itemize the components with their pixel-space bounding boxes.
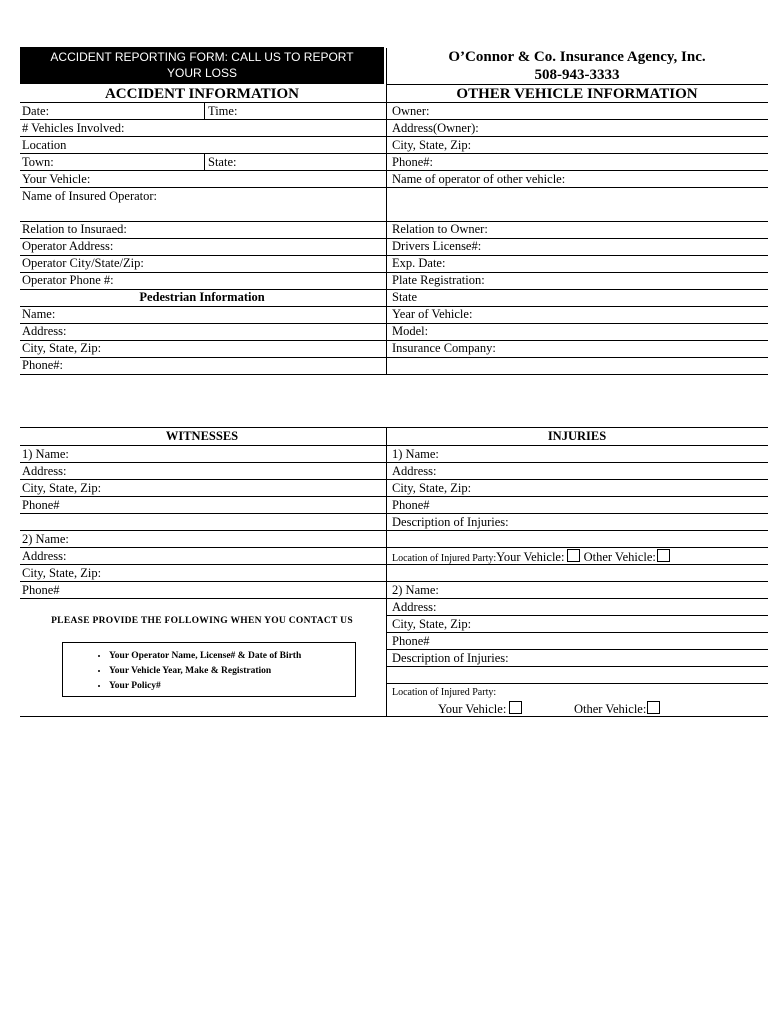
witness1-name-field[interactable]: 1) Name: (22, 447, 69, 461)
witness1-phone-field[interactable]: Phone# (22, 498, 60, 512)
other-state-field[interactable]: State (392, 290, 417, 304)
row-rule (20, 581, 386, 582)
row-rule (20, 306, 386, 307)
row-rule (386, 272, 768, 273)
banner-line-1: ACCIDENT REPORTING FORM: CALL US TO REPORT (50, 50, 354, 64)
your-vehicle-field[interactable]: Your Vehicle: (22, 172, 91, 186)
accident-date-field[interactable]: Date: (22, 104, 50, 118)
column-divider (386, 427, 387, 717)
row-rule (20, 255, 386, 256)
row-rule (386, 153, 768, 154)
drivers-license-field[interactable]: Drivers License#: (392, 239, 482, 253)
row-rule (20, 136, 386, 137)
your-vehicle-checkbox[interactable] (567, 549, 580, 562)
row-rule (20, 374, 768, 375)
checklist-item: • Your Policy# (109, 679, 355, 694)
row-rule (20, 187, 386, 188)
row-rule (20, 445, 386, 446)
row-rule (386, 683, 768, 684)
row-rule (386, 530, 768, 531)
injuries-title: INJURIES (547, 429, 607, 443)
your-vehicle-label: Your Vehicle: (438, 702, 507, 716)
row-rule (20, 272, 386, 273)
row-rule (386, 187, 768, 188)
other-vehicle-title: OTHER VEHICLE INFORMATION (456, 86, 698, 102)
operator-city-field[interactable]: Operator City/State/Zip: (22, 256, 144, 270)
relation-insured-field[interactable]: Relation to Insuraed: (22, 222, 127, 236)
row-rule (386, 462, 768, 463)
your-vehicle-label: Your Vehicle: (496, 550, 565, 564)
other-vehicle-label: Other Vehicle: (574, 702, 647, 716)
owner-city-field[interactable]: City, State, Zip: (392, 138, 472, 152)
row-rule (386, 615, 768, 616)
witness2-phone-field[interactable]: Phone# (22, 583, 60, 597)
row-rule (386, 479, 768, 480)
rule (386, 84, 768, 85)
row-rule (386, 445, 768, 446)
row-rule (20, 323, 386, 324)
injured2-your-vehicle (438, 701, 522, 716)
cell-divider (204, 153, 205, 170)
company-block (386, 48, 768, 84)
other-vehicle-checkbox[interactable] (647, 701, 660, 714)
cell-divider (204, 102, 205, 119)
town-field[interactable]: Town: (22, 155, 54, 169)
location-field[interactable]: Location (22, 138, 67, 152)
witness2-name-field[interactable]: 2) Name: (22, 532, 69, 546)
owner-field[interactable]: Owner: (392, 104, 430, 118)
injured2-name-field[interactable]: 2) Name: (392, 583, 439, 597)
injured1-city-field[interactable]: City, State, Zip: (392, 481, 472, 495)
other-vehicle-checkbox[interactable] (657, 549, 670, 562)
row-rule (20, 357, 386, 358)
witness2-address-field[interactable]: Address: (22, 549, 67, 563)
exp-date-field[interactable]: Exp. Date: (392, 256, 446, 270)
row-rule (20, 170, 386, 171)
row-rule (20, 564, 386, 565)
row-rule (20, 598, 386, 599)
row-rule (386, 119, 768, 120)
row-rule (386, 632, 768, 633)
row-rule (386, 357, 768, 358)
row-rule (386, 170, 768, 171)
row-rule (20, 427, 768, 428)
vehicles-involved-field[interactable]: # Vehicles Involved: (22, 121, 125, 135)
operator-phone-field[interactable]: Operator Phone #: (22, 273, 114, 287)
other-vehicle-label: Other Vehicle: (583, 550, 656, 564)
row-rule (20, 238, 386, 239)
pedestrian-phone-field[interactable]: Phone#: (22, 358, 63, 372)
row-rule (20, 547, 386, 548)
accident-info-title: ACCIDENT INFORMATION (104, 86, 300, 102)
witness1-address-field[interactable]: Address: (22, 464, 67, 478)
injured2-description-field[interactable]: Description of Injuries: (392, 651, 509, 665)
column-divider (386, 48, 387, 374)
injured1-name-field[interactable]: 1) Name: (392, 447, 439, 461)
contact-checklist (63, 649, 355, 694)
row-rule (20, 102, 386, 103)
pedestrian-name-field[interactable]: Name: (22, 307, 56, 321)
form-title-banner (20, 47, 384, 84)
pedestrian-address-field[interactable]: Address: (22, 324, 67, 338)
row-rule (20, 153, 386, 154)
row-rule (20, 289, 386, 290)
row-rule (386, 547, 768, 548)
injured2-other-vehicle (574, 701, 660, 716)
row-rule (20, 479, 386, 480)
row-rule (386, 136, 768, 137)
row-rule (386, 564, 768, 565)
injured2-address-field[interactable]: Address: (392, 600, 437, 614)
checklist-item: • Your Vehicle Year, Make & Registration (109, 664, 355, 679)
banner-line-2: YOUR LOSS (166, 66, 238, 80)
company-phone: 508-943-3333 (534, 67, 620, 83)
contact-checklist-box (62, 642, 356, 697)
row-rule (20, 513, 386, 514)
row-rule (386, 221, 768, 222)
row-rule (20, 530, 386, 531)
other-operator-field[interactable]: Name of operator of other vehicle: (392, 172, 566, 186)
witness2-city-field[interactable]: City, State, Zip: (22, 566, 102, 580)
witnesses-title: WITNESSES (165, 429, 239, 443)
operator-address-field[interactable]: Operator Address: (22, 239, 114, 253)
row-rule (386, 496, 768, 497)
contact-notice: PLEASE PROVIDE THE FOLLOWING WHEN YOU CONTACT US (51, 616, 353, 626)
owner-phone-field[interactable]: Phone#: (392, 155, 433, 169)
row-rule (386, 598, 768, 599)
accident-time-field[interactable]: Time: (208, 104, 238, 118)
injured1-address-field[interactable]: Address: (392, 464, 437, 478)
row-rule (386, 666, 768, 667)
row-rule (386, 289, 768, 290)
row-rule (20, 340, 386, 341)
relation-owner-field[interactable]: Relation to Owner: (392, 222, 488, 236)
row-rule (20, 496, 386, 497)
row-rule (386, 649, 768, 650)
checklist-item: • Your Operator Name, License# & Date of Birth (109, 649, 355, 664)
injured2-phone-field[interactable]: Phone# (392, 634, 430, 648)
row-rule (386, 581, 768, 582)
row-rule (20, 716, 768, 717)
row-rule (20, 462, 386, 463)
row-rule (20, 119, 386, 120)
company-name: O’Connor & Co. Insurance Agency, Inc. (448, 49, 706, 65)
row-rule (20, 221, 386, 222)
owner-address-field[interactable]: Address(Owner): (392, 121, 479, 135)
your-vehicle-checkbox[interactable] (509, 701, 522, 714)
row-rule (386, 238, 768, 239)
state-field[interactable]: State: (208, 155, 237, 169)
witness1-city-field[interactable]: City, State, Zip: (22, 481, 102, 495)
vehicle-model-field[interactable]: Model: (392, 324, 429, 338)
injured2-location-label: Location of Injured Party: (392, 687, 497, 698)
pedestrian-info-title: Pedestrian Information (139, 290, 265, 304)
injured2-city-field[interactable]: City, State, Zip: (392, 617, 472, 631)
injured1-location-label: Location of Injured Party: (392, 553, 497, 564)
vehicle-year-field[interactable]: Year of Vehicle: (392, 307, 473, 321)
insurance-company-field[interactable]: Insurance Company: (392, 341, 496, 355)
row-rule (386, 102, 768, 103)
row-rule (386, 255, 768, 256)
insured-operator-field[interactable]: Name of Insured Operator: (22, 189, 158, 203)
row-rule (386, 306, 768, 307)
injured1-phone-field[interactable]: Phone# (392, 498, 430, 512)
row-rule (386, 513, 768, 514)
injured1-description-field[interactable]: Description of Injuries: (392, 515, 509, 529)
plate-registration-field[interactable]: Plate Registration: (392, 273, 485, 287)
row-rule (386, 340, 768, 341)
pedestrian-city-field[interactable]: City, State, Zip: (22, 341, 102, 355)
row-rule (386, 323, 768, 324)
